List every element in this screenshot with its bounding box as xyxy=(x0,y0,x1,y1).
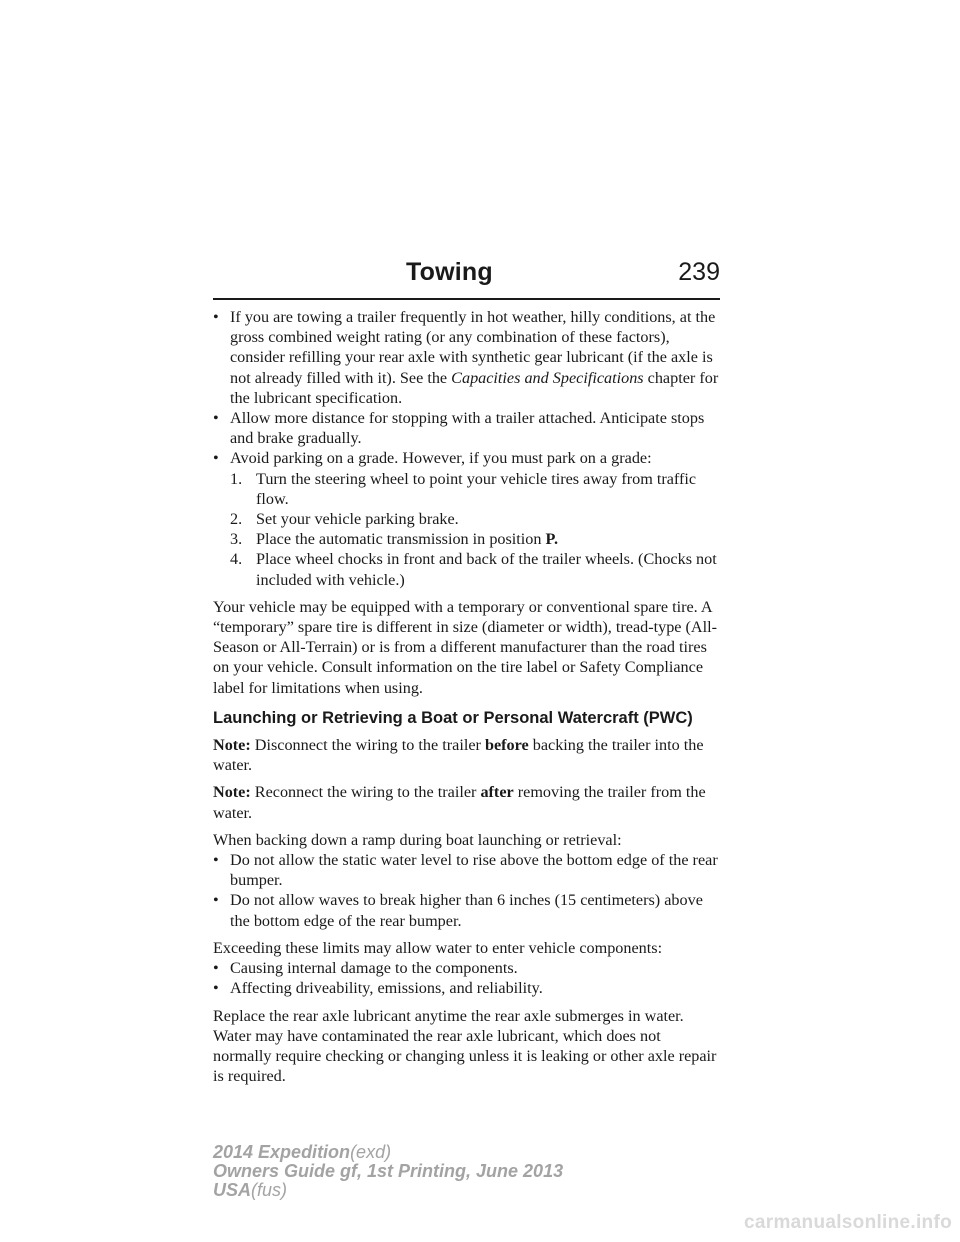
page-footer xyxy=(213,1143,563,1200)
exceed-intro: Exceeding these limits may allow water to enter vehicle components: xyxy=(213,938,663,957)
step-text: Set your vehicle parking brake. xyxy=(256,510,459,529)
chapter-reference[interactable]: Capacities and Specifications xyxy=(451,368,644,387)
bullet-item xyxy=(213,958,723,978)
step-text: Place wheel chocks in front and back of the trailer wheels. (Chocks not included with vehicle.) xyxy=(256,550,717,589)
bullet-mark: • xyxy=(213,979,219,998)
bullet-mark: • xyxy=(213,959,219,978)
footer-code: (exd) xyxy=(350,1142,392,1162)
page-header xyxy=(213,258,720,300)
bullet-text: Do not allow waves to break higher than 6 inches (15 centimeters) above the bottom edge of the rear bumper. xyxy=(230,891,703,930)
note-label: Note: xyxy=(213,736,251,755)
step-text: Turn the steering wheel to point your vehicle tires away from traffic flow. xyxy=(256,469,697,508)
note-emphasis: after xyxy=(480,783,514,802)
section-heading: Launching or Retrieving a Boat or Personal Watercraft (PWC) xyxy=(213,708,693,727)
footer-line xyxy=(213,1181,563,1200)
bullet-text: Affecting driveability, emissions, and reliability. xyxy=(230,979,543,998)
bullet-item xyxy=(213,850,723,890)
note-text: backing the trailer into the water. xyxy=(213,736,704,775)
bullet-text: Allow more distance for stopping with a trailer attached. Anticipate stops and brake gradually. xyxy=(230,409,705,448)
step-item xyxy=(213,469,723,509)
bullet-mark: • xyxy=(213,891,219,910)
bullet-mark: • xyxy=(213,409,219,428)
bullet-item xyxy=(213,307,723,408)
footer-model: 2014 Expedition xyxy=(213,1142,351,1162)
footer-code: (fus) xyxy=(251,1180,288,1200)
step-number: 3. xyxy=(230,530,243,549)
axle-paragraph: Replace the rear axle lubricant anytime the rear axle submerges in water. Water may have contaminated the rear axle lubricant, which does not normally require checking or changing unless it is leaking or other axle repair is required. xyxy=(213,1006,717,1086)
footer-market: USA xyxy=(213,1180,252,1200)
step-text: Place the automatic transmission in position xyxy=(256,530,546,549)
note-text: Reconnect the wiring to the trailer xyxy=(254,783,481,802)
step-item xyxy=(213,549,723,589)
footer-line: Owners Guide gf, 1st Printing, June 2013 xyxy=(213,1161,564,1181)
chapter-title: Towing xyxy=(406,258,493,286)
step-number: 4. xyxy=(230,550,243,569)
bullet-mark: • xyxy=(213,308,219,326)
bullet-mark: • xyxy=(213,851,219,870)
bullet-text: chapter for the lubricant specification. xyxy=(230,368,719,407)
step-item xyxy=(213,529,723,549)
note-label: Note: xyxy=(213,783,251,802)
bullet-mark: • xyxy=(213,449,219,468)
spare-tire-paragraph: Your vehicle may be equipped with a temporary or conventional spare tire. A “temporary” spare tire is different in size (diameter or width), tread-type (All-Season or All-Terrain) or is from a different manufacturer than the road tires on your vehicle. Consult information on the tire label or Safety Compliance label for limitations when using. xyxy=(213,597,718,697)
bullet-item xyxy=(213,978,723,998)
bullet-item xyxy=(213,890,723,930)
step-number: 2. xyxy=(230,510,243,529)
note-emphasis: before xyxy=(484,736,529,755)
gear-position: P. xyxy=(545,530,558,549)
note-text: Disconnect the wiring to the trailer xyxy=(254,736,485,755)
bullet-item xyxy=(213,448,723,468)
step-item xyxy=(213,509,723,529)
footer-line xyxy=(213,1143,563,1162)
step-number: 1. xyxy=(230,469,243,488)
bullet-text: Do not allow the static water level to rise above the bottom edge of the rear bumper. xyxy=(230,851,718,890)
bullet-text: Avoid parking on a grade. However, if you must park on a grade: xyxy=(230,449,652,468)
bullet-item xyxy=(213,408,723,448)
page-number: 239 xyxy=(678,258,720,286)
bullet-text: If you are towing a trailer frequently in hot weather, hilly conditions, at the gross combined weight rating (or any combination of these factors), consider refilling your rear axle with synthetic gear lubricant (if the axle is not already filled with it). See the xyxy=(230,308,716,387)
note-text: removing the trailer from the water. xyxy=(213,783,706,822)
watermark-text: carmanualsonline.info xyxy=(744,1212,952,1233)
note-paragraph xyxy=(213,735,723,775)
bullet-text: Causing internal damage to the components. xyxy=(230,959,518,978)
note-paragraph xyxy=(213,782,723,822)
backing-intro: When backing down a ramp during boat launching or retrieval: xyxy=(213,830,622,849)
page-body xyxy=(213,307,723,1086)
